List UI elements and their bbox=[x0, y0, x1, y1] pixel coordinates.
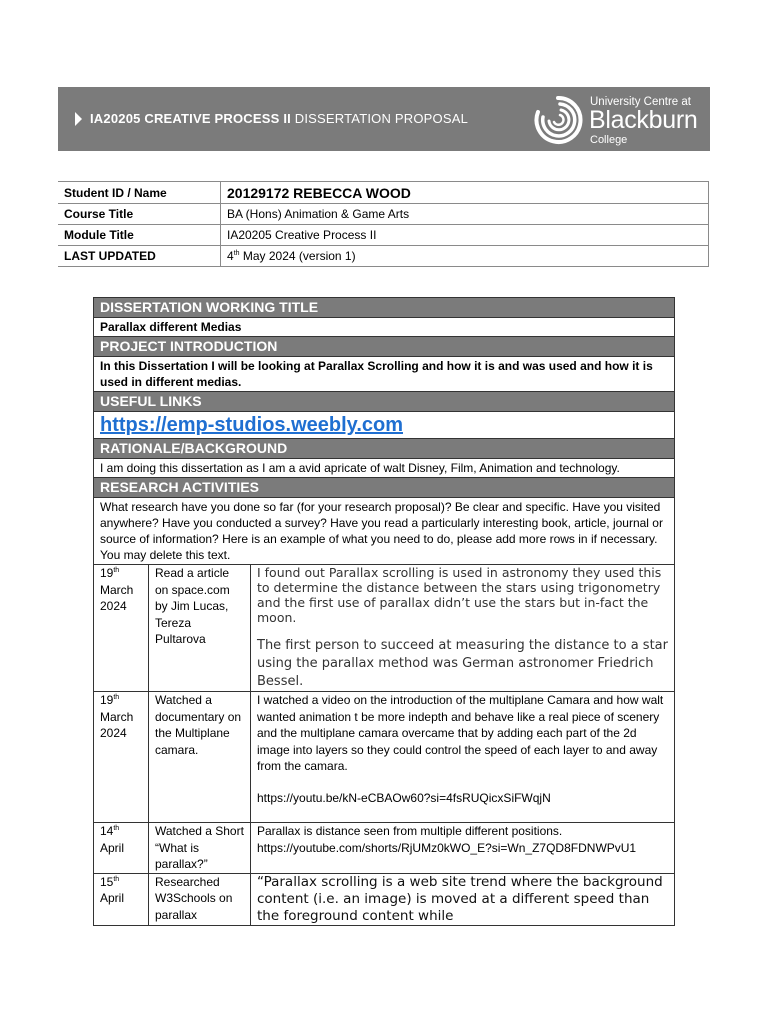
logo-line-3: College bbox=[590, 134, 628, 146]
rationale-text: I am doing this dissertation as I am a avid apricate of walt Disney, Film, Animation and technology. bbox=[94, 459, 674, 478]
project-intro-text: In this Dissertation I will be looking at Parallax Scrolling and how it is and was used and how it is used in different medias. bbox=[94, 357, 674, 392]
table-row bbox=[58, 204, 709, 225]
website-link[interactable]: https://emp-studios.weebly.com bbox=[94, 412, 674, 439]
document-title: IA20205 CREATIVE PROCESS II DISSERTATION PROPOSAL bbox=[90, 111, 469, 126]
course-value: BA (Hons) Animation & Game Arts bbox=[221, 204, 709, 225]
useful-links-heading: USEFUL LINKS bbox=[94, 392, 674, 412]
project-intro-heading: PROJECT INTRODUCTION bbox=[94, 337, 674, 357]
working-title-heading: DISSERTATION WORKING TITLE bbox=[94, 298, 674, 318]
table-row bbox=[94, 692, 674, 823]
activity-notes: “Parallax scrolling is a web site trend where the background content (i.e. an image) is moved at a different speed than the foreground content while bbox=[250, 874, 674, 925]
activity-notes: I watched a video on the introduction of the multiplane Camara and how walt wanted animation t be more indepth and behave like a real piece of scenery and the multiplane camara overcame that by adding each part of the 2d image into layers so they could control the speed of each layer to and away from the camara. https://youtu.be/kN-eCBAOw60?si=4fsRUQicxSiFWqjN bbox=[250, 692, 674, 822]
video-link[interactable]: https://youtu.be/kN-eCBAOw60?si=4fsRUQicxSiFWqjN bbox=[257, 790, 551, 805]
proposal-table bbox=[93, 297, 675, 926]
college-logo bbox=[530, 92, 706, 148]
activity-date: 14th April bbox=[100, 824, 125, 855]
activity-date: 15th April bbox=[100, 874, 125, 905]
table-row bbox=[94, 874, 674, 925]
student-info-table bbox=[58, 181, 709, 267]
triangle-right-icon bbox=[75, 112, 82, 126]
rationale-heading: RATIONALE/BACKGROUND bbox=[94, 439, 674, 459]
activity-description: Read a article on space.com by Jim Lucas, Tereza Pultarova bbox=[148, 565, 250, 691]
student-label: Student ID / Name bbox=[58, 182, 221, 204]
swirl-logo-icon bbox=[530, 92, 586, 148]
activity-description: Watched a Short “What is parallax?” bbox=[148, 823, 250, 873]
logo-line-2: Blackburn bbox=[589, 106, 698, 134]
table-row bbox=[94, 823, 674, 874]
logo-line-1: University Centre at bbox=[590, 96, 691, 108]
course-label: Course Title bbox=[58, 204, 221, 225]
table-row bbox=[58, 246, 709, 267]
module-label: Module Title bbox=[58, 225, 221, 246]
activity-description: Watched a documentary on the Multiplane camara. bbox=[148, 692, 250, 822]
research-intro-text: What research have you done so far (for your research proposal)? Be clear and specific. Have you visited anywhere? Have you conducted a survey? Have you read a particularly interesting book, article, journal or source of information? Here is an example of what you need to do, please add more rows in if necessary. You may delete this text. bbox=[94, 498, 674, 565]
activity-notes: Parallax is distance seen from multiple different positions. https://youtube.com/shorts/RjUMz0kWO_E?si=Wn_Z7QD8FDNWPvU1 bbox=[250, 823, 674, 873]
activity-date: 19th March 2024 bbox=[100, 566, 134, 613]
student-value: 20129172 REBECCA WOOD bbox=[221, 182, 709, 204]
activity-description: Researched W3Schools on parallax bbox=[148, 874, 250, 925]
module-value: IA20205 Creative Process II bbox=[221, 225, 709, 246]
updated-value: 4th May 2024 (version 1) bbox=[221, 246, 709, 267]
working-title-text: Parallax different Medias bbox=[94, 318, 674, 337]
activity-notes: I found out Parallax scrolling is used in astronomy they used this to determine the distance between the stars using trigonometry and the first use of parallax didn’t use the stars but in-fact the moon. The first person to succeed at measuring the distance to a star using the parallax method was German astronomer Friedrich Bessel. bbox=[250, 565, 674, 691]
activity-date: 19th March 2024 bbox=[100, 693, 134, 740]
table-row bbox=[58, 182, 709, 204]
table-row bbox=[58, 225, 709, 246]
short-link[interactable]: https://youtube.com/shorts/RjUMz0kWO_E?si=Wn_Z7QD8FDNWPvU1 bbox=[257, 840, 637, 855]
updated-label: LAST UPDATED bbox=[58, 246, 221, 267]
research-activities-heading: RESEARCH ACTIVITIES bbox=[94, 478, 674, 498]
table-row bbox=[94, 565, 674, 692]
header-banner bbox=[58, 87, 710, 151]
